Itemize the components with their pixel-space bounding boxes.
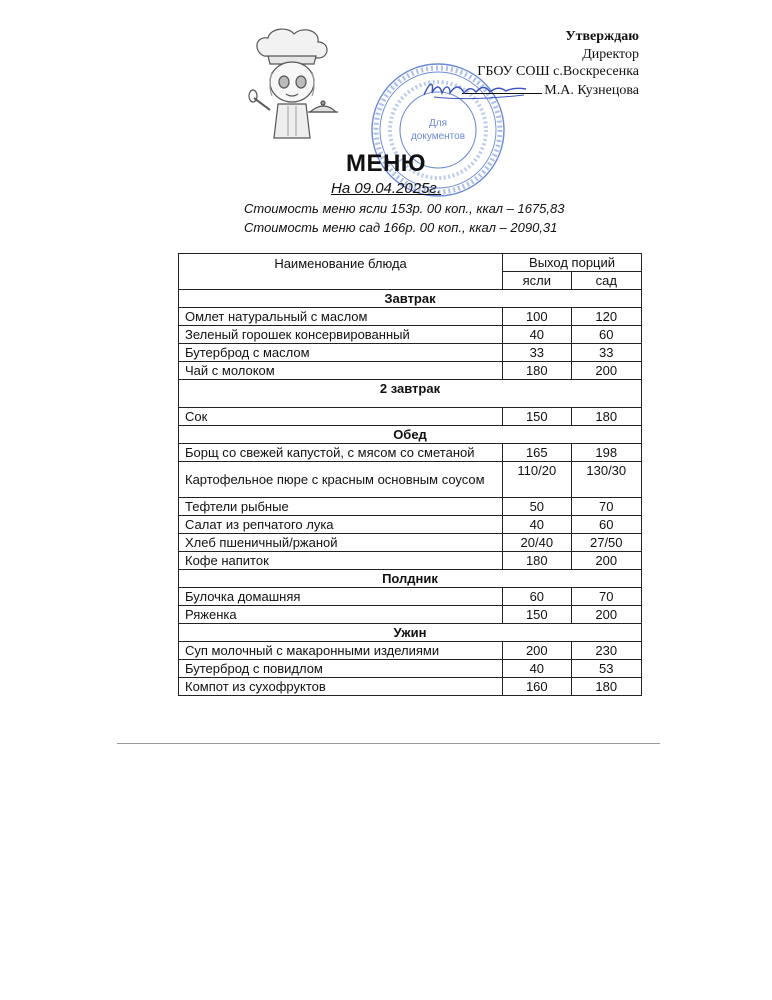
menu-date: На 09.04.2025г. [331,180,441,197]
kindergarten-portion: 130/30 [571,462,641,498]
header-output: Выход порций [503,254,642,272]
cost-nursery: Стоимость меню ясли 153р. 00 коп., ккал – 1675,83 [244,201,565,216]
nursery-portion: 40 [503,326,571,344]
dish-name: Компот из сухофруктов [179,678,503,696]
kindergarten-portion: 200 [571,362,641,380]
kindergarten-portion: 27/50 [571,534,641,552]
kindergarten-portion: 70 [571,588,641,606]
dish-name: Хлеб пшеничный/ржаной [179,534,503,552]
section-row [179,426,642,444]
table-row [179,462,642,498]
page-title: МЕНЮ [345,150,427,177]
table-row [179,408,642,426]
cost-kindergarten: Стоимость меню сад 166р. 00 коп., ккал – 2090,31 [244,220,558,235]
table-row [179,660,642,678]
table-row [179,678,642,696]
kindergarten-portion: 70 [571,498,641,516]
table-row [179,642,642,660]
kindergarten-portion: 198 [571,444,641,462]
kindergarten-portion: 200 [571,552,641,570]
nursery-portion: 33 [503,344,571,362]
section-second-breakfast: 2 завтрак [179,380,642,408]
nursery-portion: 60 [503,588,571,606]
section-breakfast: Завтрак [179,290,642,308]
handwritten-signature [420,77,530,103]
kindergarten-portion: 180 [571,678,641,696]
table-row [179,552,642,570]
kindergarten-portion: 180 [571,408,641,426]
table-row [179,326,642,344]
dish-name: Булочка домашняя [179,588,503,606]
dish-name: Суп молочный с макаронными изделиями [179,642,503,660]
chef-illustration [244,26,340,144]
kindergarten-portion: 120 [571,308,641,326]
section-afternoon-snack: Полдник [179,570,642,588]
dish-name: Кофе напиток [179,552,503,570]
dish-name: Салат из репчатого лука [179,516,503,534]
nursery-portion: 50 [503,498,571,516]
header-nursery: ясли [503,272,571,290]
nursery-portion: 200 [503,642,571,660]
nursery-portion: 110/20 [503,462,571,498]
nursery-portion: 150 [503,408,571,426]
dish-name: Бутерброд с повидлом [179,660,503,678]
nursery-portion: 100 [503,308,571,326]
table-row [179,444,642,462]
nursery-portion: 150 [503,606,571,624]
nursery-portion: 180 [503,552,571,570]
stamp-text-line-1: Для [428,118,448,129]
table-row [179,344,642,362]
dish-name: Бутерброд с маслом [179,344,503,362]
header-kindergarten: сад [571,272,641,290]
dish-name: Омлет натуральный с маслом [179,308,503,326]
kindergarten-portion: 33 [571,344,641,362]
section-row [179,570,642,588]
table-row [179,534,642,552]
approval-heading: Утверждаю [565,29,639,44]
menu-table [178,253,642,696]
dish-name: Картофельное пюре с красным основным соусом [179,462,503,498]
nursery-portion: 20/40 [503,534,571,552]
table-row [179,362,642,380]
table-row [179,308,642,326]
dish-name: Чай с молоком [179,362,503,380]
nursery-portion: 40 [503,660,571,678]
kindergarten-portion: 60 [571,516,641,534]
table-row [179,588,642,606]
section-row [179,624,642,642]
approval-position: Директор [582,46,639,62]
dish-name: Сок [179,408,503,426]
kindergarten-portion: 230 [571,642,641,660]
kindergarten-portion: 200 [571,606,641,624]
section-lunch: Обед [179,426,642,444]
table-row [179,498,642,516]
table-header-row [179,254,642,272]
dish-name: Зеленый горошек консервированный [179,326,503,344]
dish-name: Тефтели рыбные [179,498,503,516]
section-dinner: Ужин [179,624,642,642]
table-row [179,516,642,534]
approval-organization: ГБОУ СОШ с.Воскресенка [477,64,639,79]
nursery-portion: 160 [503,678,571,696]
table-row [179,606,642,624]
kindergarten-portion: 60 [571,326,641,344]
kindergarten-portion: 53 [571,660,641,678]
nursery-portion: 40 [503,516,571,534]
approval-signer: М.А. Кузнецова [544,82,639,98]
bottom-divider [117,743,660,744]
header-dish: Наименование блюда [179,254,503,290]
stamp-text-line-2: документов [410,131,466,142]
section-row [179,380,642,408]
dish-name: Борщ со свежей капустой, с мясом со сметаной [179,444,503,462]
dish-name: Ряженка [179,606,503,624]
nursery-portion: 165 [503,444,571,462]
section-row [179,290,642,308]
nursery-portion: 180 [503,362,571,380]
